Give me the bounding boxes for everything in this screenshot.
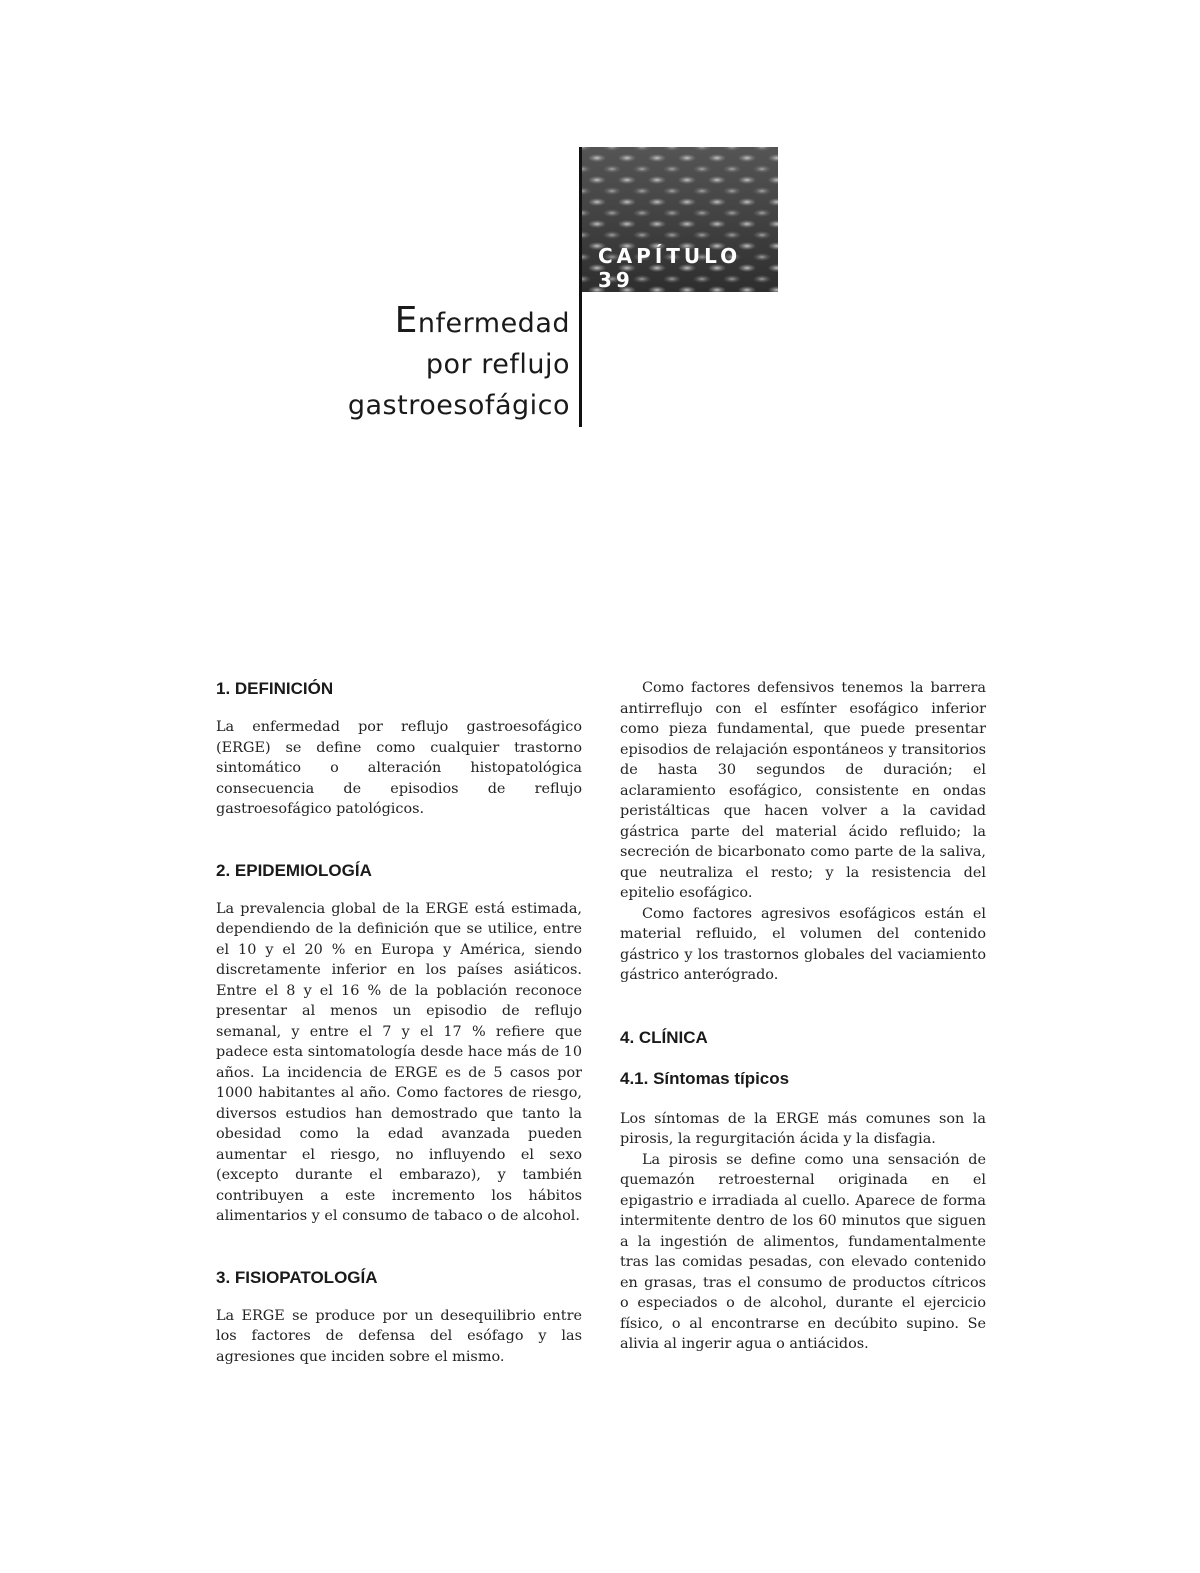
title-initial: E: [394, 300, 418, 341]
title-line-1: [348, 300, 570, 344]
definicion-paragraph: La enfermedad por reflujo gastroesofágico (ERGE) se define como cualquier trastorno sintomático o alteración histopatológica consecuencia de episodios de reflujo gastroesofágico patológicos.: [216, 719, 582, 817]
title-rule: [579, 147, 582, 427]
section-heading-clinica: 4. CLÍNICA: [620, 1027, 708, 1047]
section-heading-epidemiologia: 2. EPIDEMIOLOGÍA: [216, 860, 372, 880]
right-column: [620, 678, 986, 1355]
chapter-title: [348, 300, 570, 426]
title-line-3: gastroesofágico: [347, 390, 570, 421]
subsection-heading-sintomas-tipicos: 4.1. Síntomas típicos: [620, 1068, 790, 1088]
left-column: [216, 678, 582, 1367]
section-heading-definicion: 1. DEFINICIÓN: [216, 679, 334, 698]
title-line-2: por reflujo: [425, 349, 570, 380]
title-line-1-rest: nfermedad: [417, 308, 570, 339]
section-heading-fisiopatologia: 3. FISIOPATOLOGÍA: [216, 1267, 378, 1287]
chapter-label: CAPÍTULO 39: [598, 244, 742, 292]
sintomas-paragraph: Los síntomas de la ERGE más comunes son la pirosis, la regurgitación ácida y la disfagia.: [620, 1110, 986, 1147]
epidemiologia-paragraph: La prevalencia global de la ERGE está estimada, dependiendo de la definición que se utilice, entre el 10 y el 20 % en Europa y América, siendo discretamente inferior en los países asiáticos. Entre el 8 y el 16 % de la población reconoce presentar al menos un episodio de reflujo semanal, y entre el 7 y el 17 % refiere que padece esta sintomatología desde hace más de 10 años. La incidencia de ERGE es de 5 casos por 1000 habitantes al año. Como factores de riesgo, diversos estudios han demostrado que tanto la obesidad como la edad avanzada pueden aumentar el riesgo, no influyendo el sexo (excepto durante el embarazo), y también contribuyen a este incremento los hábitos alimentarios y el consumo de tabaco o de alcohol.: [216, 900, 582, 1224]
factores-defensivos-paragraph: Como factores defensivos tenemos la barrera antirreflujo con el esfínter esofágico inferior como pieza fundamental, que puede presentar episodios de relajación espontáneos y transitorios de hasta 30 segundos de duración; el aclaramiento esofágico, consistente en ondas peristálticas que hacen volver a la cavidad gástrica parte del material ácido refluido; la secreción de bicarbonato como parte de la saliva, que neutraliza el resto; y la resistencia del epitelio esofágico.: [620, 680, 986, 901]
fisiopatologia-paragraph: La ERGE se produce por un desequilibrio entre los factores de defensa del esófago y las agresiones que inciden sobre el mismo.: [216, 1307, 582, 1365]
pirosis-paragraph: La pirosis se define como una sensación de quemazón retroesternal originada en el epigastrio e irradiada al cuello. Aparece de forma intermitente dentro de los 60 minutos que siguen a la ingestión de alimentos, fundamentalmente tras las comidas pesadas, con elevado contenido en grasas, tras el consumo de productos cítricos o especiados o de alcohol, durante el ejercicio físico, o al encontrarse en decúbito supino. Se alivia al ingerir agua o antiácidos.: [620, 1151, 986, 1352]
chapter-banner: [582, 147, 778, 292]
factores-agresivos-paragraph: Como factores agresivos esofágicos están el material refluido, el volumen del contenido gástrico y los trastornos globales del vaciamiento gástrico anterógrado.: [620, 905, 986, 983]
